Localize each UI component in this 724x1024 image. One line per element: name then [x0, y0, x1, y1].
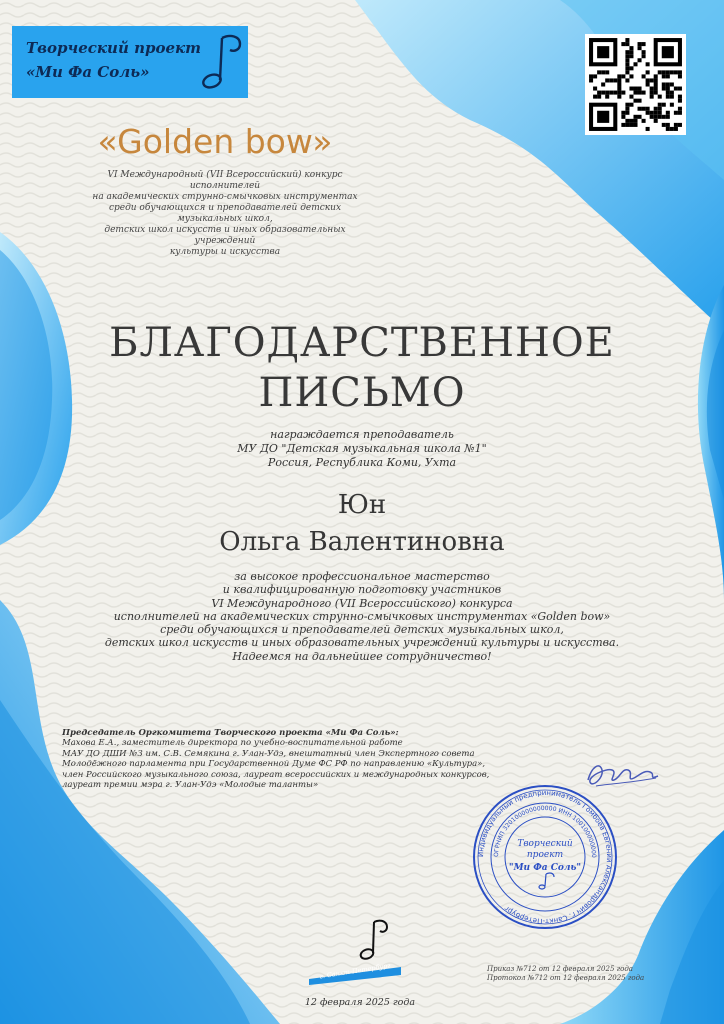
stamp-seal [470, 782, 620, 932]
document-title-line1: БЛАГОДАРСТВЕННОЕ [109, 320, 615, 366]
contest-title: «Golden bow» [97, 122, 333, 161]
reason-line: за высокое профессиональное мастерство [234, 570, 490, 583]
brand-line2: «Ми Фа Соль» [26, 63, 150, 81]
recipient-name: Ольга Валентиновна [219, 527, 505, 557]
protocol-line: Протокол №712 от 12 февраля 2025 года [487, 974, 645, 982]
document-title [60, 318, 664, 418]
reason-block [60, 570, 664, 663]
order-notes [487, 965, 667, 983]
brand-banner [12, 26, 248, 98]
chair-line: лауреат премии мэра г. Улан-Удэ «Молодые таланты» [62, 780, 319, 791]
seal-center-line3: "Ми Фа Соль" [508, 863, 582, 873]
chair-line: Молодёжного парламента при Государственной Думе ФС РФ по направлению «Культура», [62, 759, 486, 770]
seal-ring-text: Индивидуальный предприниматель Гомбоев Евгений Александрович г. Санкт-Петербург [476, 788, 614, 926]
seal-center-line2: проект [526, 850, 564, 860]
contest-subtitle-line: на академических струнно-смычковых инструментах [92, 192, 358, 202]
order-line: Приказ №712 от 12 февраля 2025 года [487, 965, 633, 973]
document-title-line2: ПИСЬМО [258, 370, 466, 416]
reason-line: среди обучающихся и преподавателей детских музыкальных школ, [160, 623, 564, 637]
awarded-block [160, 428, 564, 470]
contest-subtitle-line: культуры и искусства [169, 247, 281, 257]
music-note-icon [190, 32, 244, 92]
chair-line: Махова Е.А., заместитель директора по учебно-воспитательной работе [62, 738, 403, 749]
awarded-line: награждается преподаватель [270, 428, 454, 441]
qr-code [585, 34, 686, 135]
contest-subtitle [80, 170, 370, 258]
awarded-line: МУ ДО "Детская музыкальная школа №1" [237, 442, 487, 455]
awarded-line: Россия, Республика Коми, Ухта [267, 456, 457, 469]
brand-line1: Творческий проект [26, 39, 202, 57]
contest-subtitle-line: среди обучающихся и преподавателей детских музыкальных школ, [108, 203, 342, 224]
reason-line: детских школ искусств и иных образовательных учреждений культуры и искусства. [104, 636, 620, 650]
city-label: г. Санкт-Петербург [318, 961, 392, 981]
seal-inner-ring-text: ОГРНИП 320100000000000 ИНН 100100000000 [492, 804, 598, 858]
issue-date: 12 февраля 2025 года [304, 997, 416, 1008]
reason-line: VI Международного (VII Всероссийского) конкурса [211, 596, 513, 610]
reason-line: исполнителей на академических струнно-смычковых инструментах «Golden bow» [113, 609, 611, 623]
chair-line: член Российского музыкального союза, лауреат всероссийских и международных конкурсов, [62, 769, 490, 780]
contest-subtitle-line: детских школ искусств и иных образовательных учреждений [104, 225, 346, 246]
reason-line: Надеемся на дальнейшее сотрудничество! [232, 649, 492, 663]
chair-heading: Председатель Оргкомитета Творческого проекта «Ми Фа Соль»: [62, 728, 399, 738]
recipient-surname: Юн [337, 490, 387, 520]
music-note-icon [356, 918, 390, 962]
seal-center-line1: Творческий [517, 839, 573, 849]
contest-subtitle-line: VI Международный (VII Всероссийский) конкурс исполнителей [107, 170, 343, 191]
reason-line: и квалифицированную подготовку участников [222, 583, 502, 597]
chair-line: МАУ ДО ДШИ №3 им. С.В. Семякина г. Улан-Удэ, внештатный член Экспертного совета [62, 748, 475, 759]
